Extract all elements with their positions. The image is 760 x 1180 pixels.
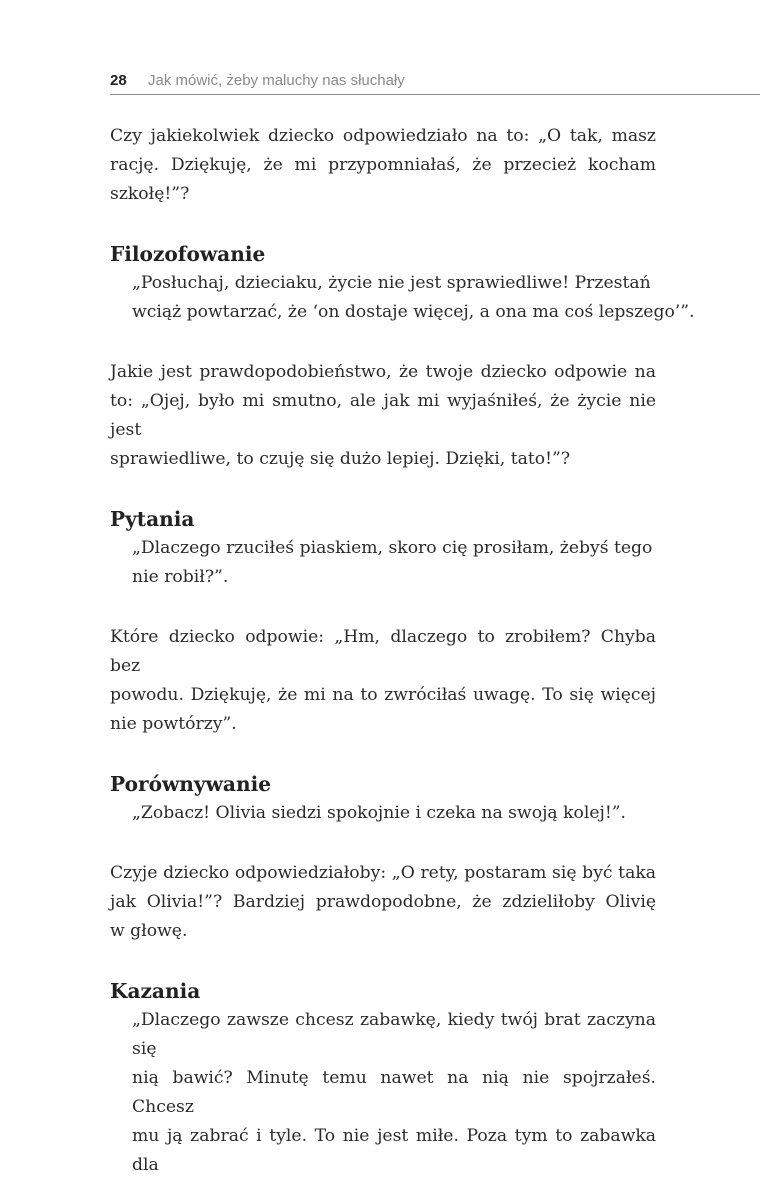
text-line: „Posłuchaj, dzieciaku, życie nie jest sprawiedliwe! Przestań	[132, 273, 651, 293]
running-header	[110, 70, 760, 95]
text-line: nią bawić? Minutę temu nawet na nią nie spojrzałeś. Chcesz	[132, 1068, 656, 1117]
text-line: „Dlaczego rzuciłeś piaskiem, skoro cię prosiłam, żebyś tego	[132, 538, 653, 558]
text-line: Które dziecko odpowie: „Hm, dlaczego to zrobiłem? Chyba bez	[110, 627, 656, 676]
text-line: mu ją zabrać i tyle. To nie jest miłe. Poza tym to zabawka dla	[132, 1126, 656, 1175]
text-line: szkołę!”?	[110, 184, 190, 204]
text-line: sprawiedliwe, to czuję się dużo lepiej. Dzięki, tato!”?	[110, 449, 571, 469]
text-line: powodu. Dziękuję, że mi na to zwróciłaś uwagę. To się więcej	[110, 685, 656, 705]
quote-2	[110, 534, 656, 592]
text-line: to: „Ojej, było mi smutno, ale jak mi wyjaśniłeś, że życie nie jest	[110, 391, 656, 440]
quote-1	[110, 269, 695, 327]
paragraph-2	[110, 358, 656, 474]
text-line: jak Olivia!”? Bardziej prawdopodobne, że zdzieliłoby Olivię	[110, 892, 656, 912]
text-line: w głowę.	[110, 921, 188, 941]
text-line: nie powtórzy”.	[110, 714, 237, 734]
quote-4	[110, 1006, 656, 1180]
page-number: 28	[110, 72, 127, 89]
paragraph-3	[110, 623, 656, 739]
section-heading-porownywanie: Porównywanie	[110, 772, 272, 796]
text-line: Jakie jest prawdopodobieństwo, że twoje dziecko odpowie na	[110, 362, 656, 382]
text-line: Czy jakiekolwiek dziecko odpowiedziało na to: „O tak, masz	[110, 126, 656, 146]
text-line: „Dlaczego zawsze chcesz zabawkę, kiedy twój brat zaczyna się	[132, 1010, 656, 1059]
section-heading-kazania: Kazania	[110, 979, 201, 1003]
section-heading-filozofowanie: Filozofowanie	[110, 242, 266, 266]
book-title: Jak mówić, żeby maluchy nas słuchały	[148, 72, 405, 89]
paragraph-1	[110, 122, 656, 209]
page-body	[110, 122, 695, 1180]
text-line: nie robił?”.	[132, 567, 229, 587]
text-line: Czyje dziecko odpowiedziałoby: „O rety, postaram się być taka	[110, 863, 656, 883]
paragraph-4	[110, 859, 656, 946]
text-line: wciąż powtarzać, że ‘on dostaje więcej, a ona ma coś lepszego’”.	[132, 302, 695, 322]
section-heading-pytania: Pytania	[110, 507, 195, 531]
quote-3	[110, 799, 656, 828]
text-line: rację. Dziękuję, że mi przypomniałaś, że przecież kocham	[110, 155, 656, 175]
text-line: „Zobacz! Olivia siedzi spokojnie i czeka na swoją kolej!”.	[132, 803, 627, 823]
